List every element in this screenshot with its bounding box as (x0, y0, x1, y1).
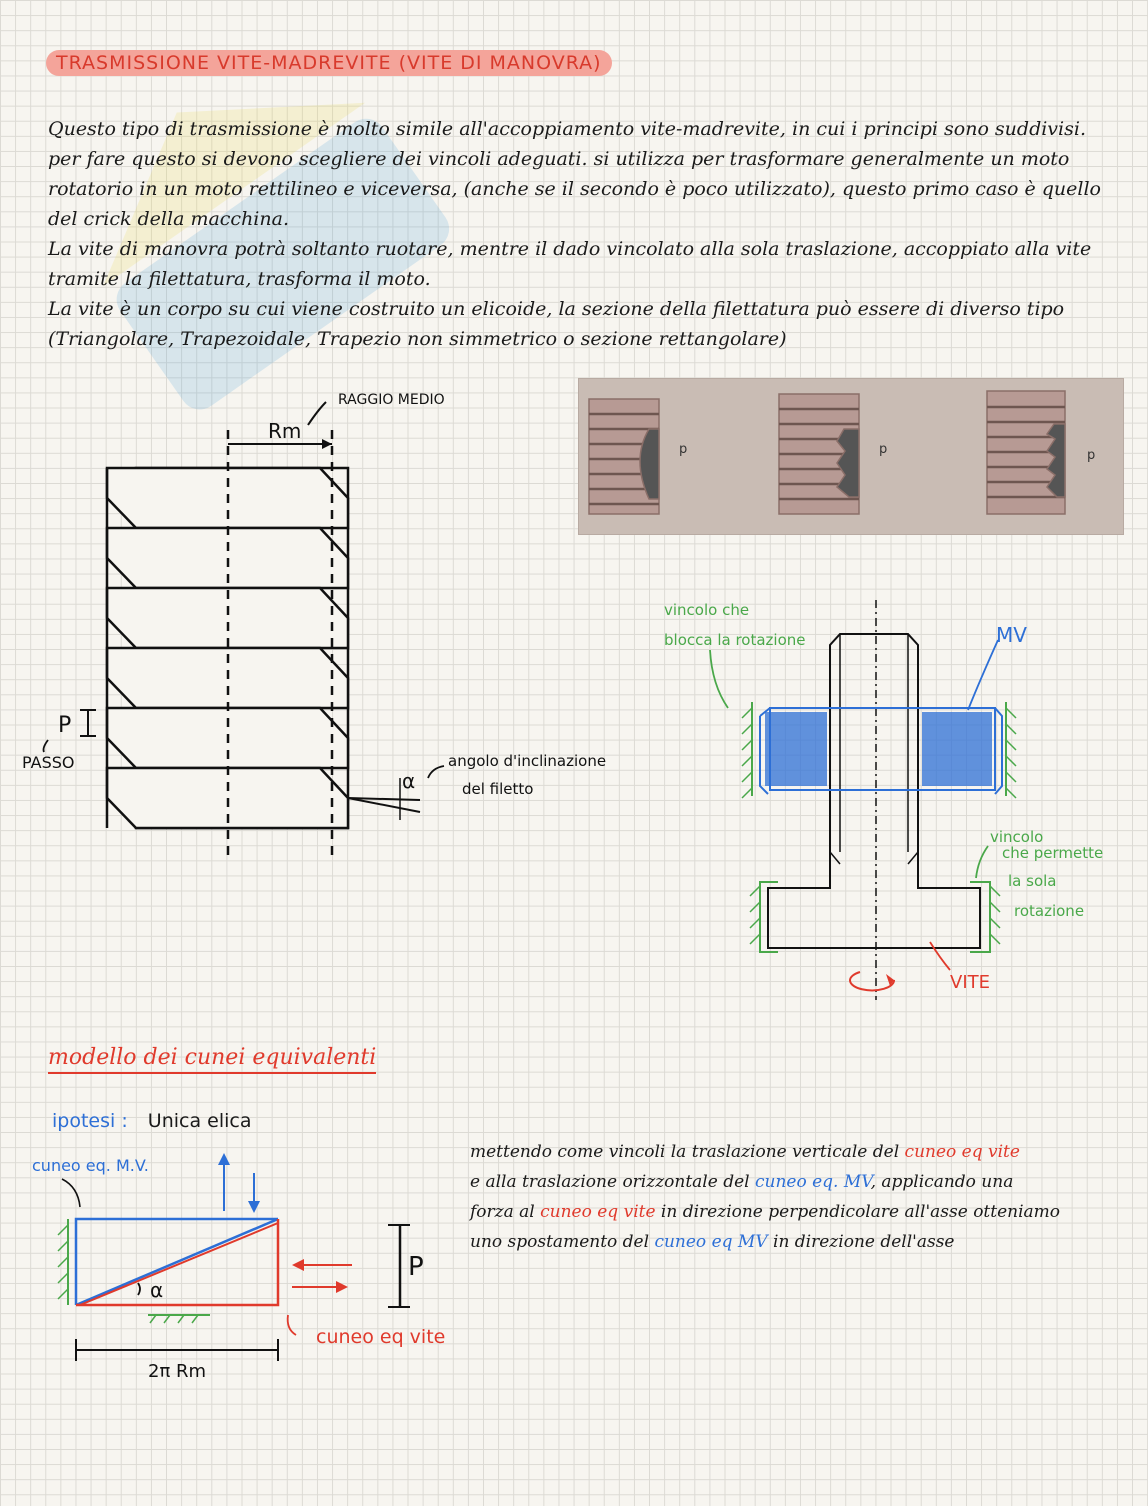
screw-thread-diagram (0, 380, 660, 870)
nut-hatch-right (922, 712, 992, 786)
photo-p-label-1: p (679, 442, 688, 457)
page-title: TRASMISSIONE VITE-MADREVITE (VITE DI MANOVRA) (46, 50, 612, 76)
vincolo-perm-label-1: vincolo (990, 828, 1044, 846)
cuneo-vite-label: cuneo eq vite (316, 1326, 446, 1348)
alpha-label: α (402, 769, 416, 793)
photo-p-label-3: p (1087, 448, 1096, 463)
thread-types-photo (578, 378, 1124, 535)
intro-paragraph-3: La vite è un corpo su cui viene costruito un elicoide, la sezione della filettatura può essere di diverso tipo (Triangolare, Trapezoidale, Trapezio non simmetrico o sezione rettangolare) (48, 298, 1065, 350)
vincolo-rot-label-1: vincolo che (664, 601, 750, 619)
mv-label: MV (996, 623, 1027, 647)
intro-paragraph-1: Questo tipo di trasmissione è molto simile all'accoppiamento vite-madrevite, in cui i principi sono suddivisi. per fare questo si devono scegliere dei vincoli adeguati. si utilizza per trasformare generalmente un moto rotatorio in un moto rettilineo e viceversa, (anche se il secondo è poco utilizzato), questo primo caso è quello del crick della macchina. (48, 118, 1101, 230)
angle-label-1: angolo d'inclinazione (448, 752, 607, 770)
angle-label-2: del filetto (462, 780, 534, 798)
wedge-explanation (470, 1137, 1140, 1257)
vite-label: VITE (950, 972, 990, 993)
raggio-medio-label: RAGGIO MEDIO (338, 392, 445, 408)
section-heading: modello dei cunei equivalenti (48, 1045, 376, 1074)
rotation-arrow-icon (850, 972, 894, 990)
explanation-line-4: uno spostamento del cuneo eq MV in direzione dell'asse (470, 1232, 955, 1252)
explanation-line-2: e alla traslazione orizzontale del cuneo eq. MV, applicando una (470, 1172, 1014, 1192)
ipotesi-label: ipotesi : (52, 1110, 128, 1132)
nut-hatch-left (765, 712, 827, 786)
wedge-model-diagram (20, 1145, 480, 1385)
ipotesi-text: Unica elica (147, 1110, 252, 1132)
explanation-line-3: forza al cuneo eq vite in direzione perpendicolare all'asse otteniamo (470, 1202, 1061, 1222)
ipotesi-line (52, 1110, 251, 1132)
intro-paragraph-2: La vite di manovra potrà soltanto ruotare, mentre il dado vincolato alla sola traslazione, accoppiato alla vite tramite la filettatura, trasforma il moto. (48, 238, 1092, 290)
vincolo-perm-label-4: rotazione (1014, 902, 1085, 920)
screw-assembly-diagram (650, 590, 1130, 1010)
passo-label: PASSO (22, 753, 75, 772)
vincolo-rot-label-2: blocca la rotazione (664, 631, 806, 649)
pitch-p-label: P (58, 713, 72, 738)
wedge-alpha-label: α (150, 1278, 164, 1302)
screw-shaft (830, 634, 918, 850)
screw-head (768, 850, 980, 948)
photo-p-label-2: p (879, 442, 888, 457)
vincolo-perm-label-3: la sola (1008, 872, 1057, 890)
vincolo-perm-label-2: che permette (1002, 844, 1104, 862)
explanation-line-1: mettendo come vincoli la traslazione verticale del cuneo eq vite (470, 1142, 1020, 1162)
intro-text (48, 114, 1108, 354)
wedge-p-label: P (408, 1252, 424, 1282)
cuneo-mv-label: cuneo eq. M.V. (32, 1156, 149, 1175)
wedge-base-label: 2π Rm (148, 1361, 207, 1382)
thread-types-illustration (579, 379, 1123, 534)
rm-label: Rm (268, 419, 302, 443)
